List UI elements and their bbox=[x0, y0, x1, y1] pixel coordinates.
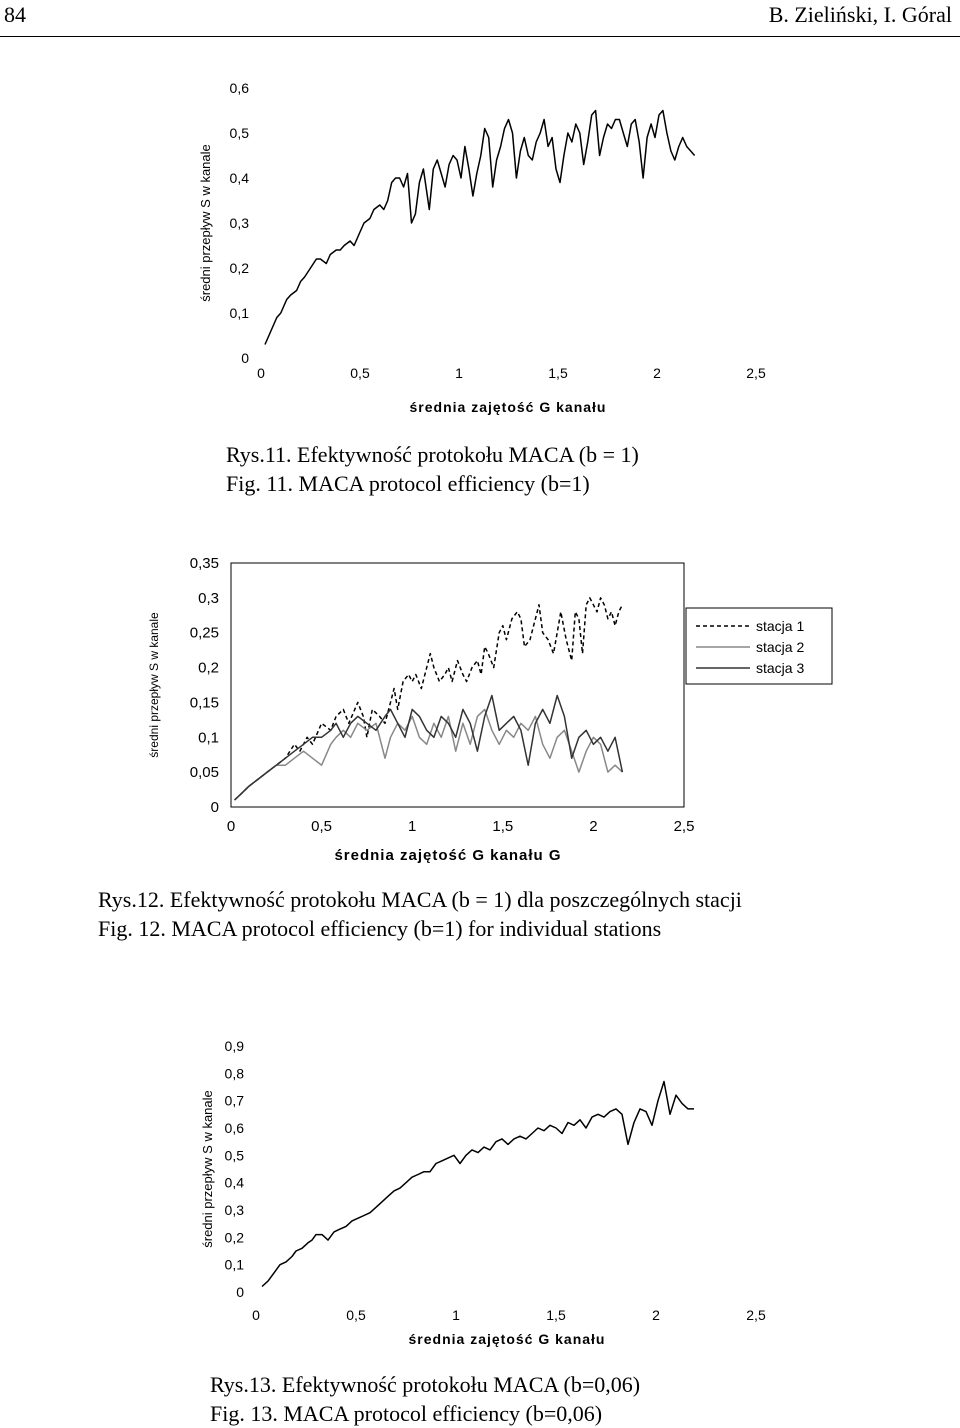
y-tick-label: 0,2 bbox=[198, 659, 219, 677]
x-tick-label: 1,5 bbox=[546, 1307, 566, 1323]
x-tick-label: 2 bbox=[589, 818, 598, 835]
x-tick-label: 2,5 bbox=[746, 365, 766, 381]
x-tick-label: 2,5 bbox=[746, 1307, 766, 1323]
x-tick-label: 0 bbox=[226, 818, 236, 835]
figure-12 bbox=[0, 545, 960, 945]
caption-en: Fig. 12. MACA protocol efficiency (b=1) for individual stations bbox=[98, 916, 662, 941]
caption-pl: Rys.12. Efektywność protokołu MACA (b = 1) dla poszczególnych stacji bbox=[98, 887, 742, 912]
page-authors: B. Zieliński, I. Góral bbox=[768, 2, 952, 27]
y-tick-label: 0,4 bbox=[224, 1174, 244, 1191]
y-axis-title: średni przepływ S w kanale bbox=[198, 144, 213, 302]
y-tick-label: 0,3 bbox=[224, 1202, 244, 1218]
legend-label: stacja 2 bbox=[756, 639, 805, 655]
x-tick-label: 2 bbox=[653, 365, 661, 381]
chart-fig-12 bbox=[0, 545, 960, 875]
x-tick-label: 1 bbox=[455, 365, 463, 381]
caption-pl: Rys.13. Efektywność protokołu MACA (b=0,06) bbox=[210, 1372, 641, 1397]
page-header bbox=[0, 0, 960, 40]
y-tick-label: 0,5 bbox=[229, 125, 249, 141]
y-tick-label: 0,25 bbox=[189, 624, 219, 642]
y-tick-label: 0 bbox=[210, 799, 219, 816]
x-tick-label: 0 bbox=[252, 1307, 260, 1323]
series-line-1 bbox=[265, 111, 695, 345]
y-tick-label: 0,3 bbox=[198, 589, 219, 607]
y-tick-label: 0,6 bbox=[224, 1120, 244, 1136]
chart-fig-11 bbox=[0, 60, 960, 440]
x-axis-title: średnia zajętość G kanału G bbox=[334, 847, 562, 864]
y-tick-label: 0 bbox=[241, 350, 249, 366]
series-line-1 bbox=[262, 1082, 694, 1287]
y-tick-label: 0,1 bbox=[224, 1256, 244, 1273]
y-tick-label: 0,15 bbox=[189, 694, 219, 712]
legend-label: stacja 1 bbox=[756, 618, 805, 634]
x-tick-label: 1,5 bbox=[492, 818, 514, 835]
y-tick-label: 0,4 bbox=[229, 170, 249, 186]
y-tick-label: 0,1 bbox=[198, 729, 219, 747]
caption-pl: Rys.11. Efektywność protokołu MACA (b = 1) bbox=[226, 442, 639, 467]
x-axis-title: średnia zajętość G kanału bbox=[409, 399, 607, 415]
figure-11 bbox=[0, 60, 960, 510]
x-tick-label: 1 bbox=[408, 818, 417, 835]
plot-border bbox=[231, 563, 684, 807]
x-tick-label: 1,5 bbox=[548, 365, 568, 381]
x-tick-label: 0,5 bbox=[350, 365, 370, 381]
y-tick-label: 0,6 bbox=[229, 80, 249, 96]
caption-en: Fig. 13. MACA protocol efficiency (b=0,06) bbox=[210, 1401, 603, 1426]
figure-13 bbox=[0, 1030, 960, 1428]
y-tick-label: 0,7 bbox=[224, 1092, 244, 1109]
x-tick-label: 0,5 bbox=[311, 818, 333, 835]
y-tick-label: 0 bbox=[236, 1284, 244, 1300]
y-tick-label: 0,8 bbox=[224, 1065, 244, 1082]
page-number: 84 bbox=[4, 2, 26, 27]
legend-label: stacja 3 bbox=[756, 660, 805, 676]
x-tick-label: 0,5 bbox=[346, 1307, 366, 1323]
y-tick-label: 0,2 bbox=[229, 260, 249, 276]
y-tick-label: 0,2 bbox=[224, 1229, 244, 1246]
y-tick-label: 0,9 bbox=[224, 1038, 244, 1054]
x-tick-label: 2 bbox=[652, 1307, 660, 1323]
series-line-2 bbox=[235, 709, 623, 800]
series-line-1 bbox=[235, 598, 623, 800]
y-tick-label: 0,35 bbox=[189, 555, 219, 572]
chart-fig-13 bbox=[0, 1030, 960, 1360]
y-axis-title: średni przepływ S w kanale bbox=[200, 1090, 215, 1248]
header-rule bbox=[0, 36, 960, 37]
x-tick-label: 0 bbox=[257, 365, 265, 381]
y-axis-title: średni przepływ S w kanale bbox=[147, 612, 161, 758]
y-tick-label: 0,3 bbox=[229, 215, 249, 231]
x-axis-title: średnia zajętość G kanału bbox=[408, 1331, 606, 1347]
caption-en: Fig. 11. MACA protocol efficiency (b=1) bbox=[226, 471, 590, 496]
x-tick-label: 2,5 bbox=[673, 818, 695, 835]
y-tick-label: 0,1 bbox=[229, 305, 249, 321]
y-tick-label: 0,05 bbox=[189, 764, 219, 782]
y-tick-label: 0,5 bbox=[224, 1147, 244, 1164]
x-tick-label: 1 bbox=[452, 1307, 460, 1323]
